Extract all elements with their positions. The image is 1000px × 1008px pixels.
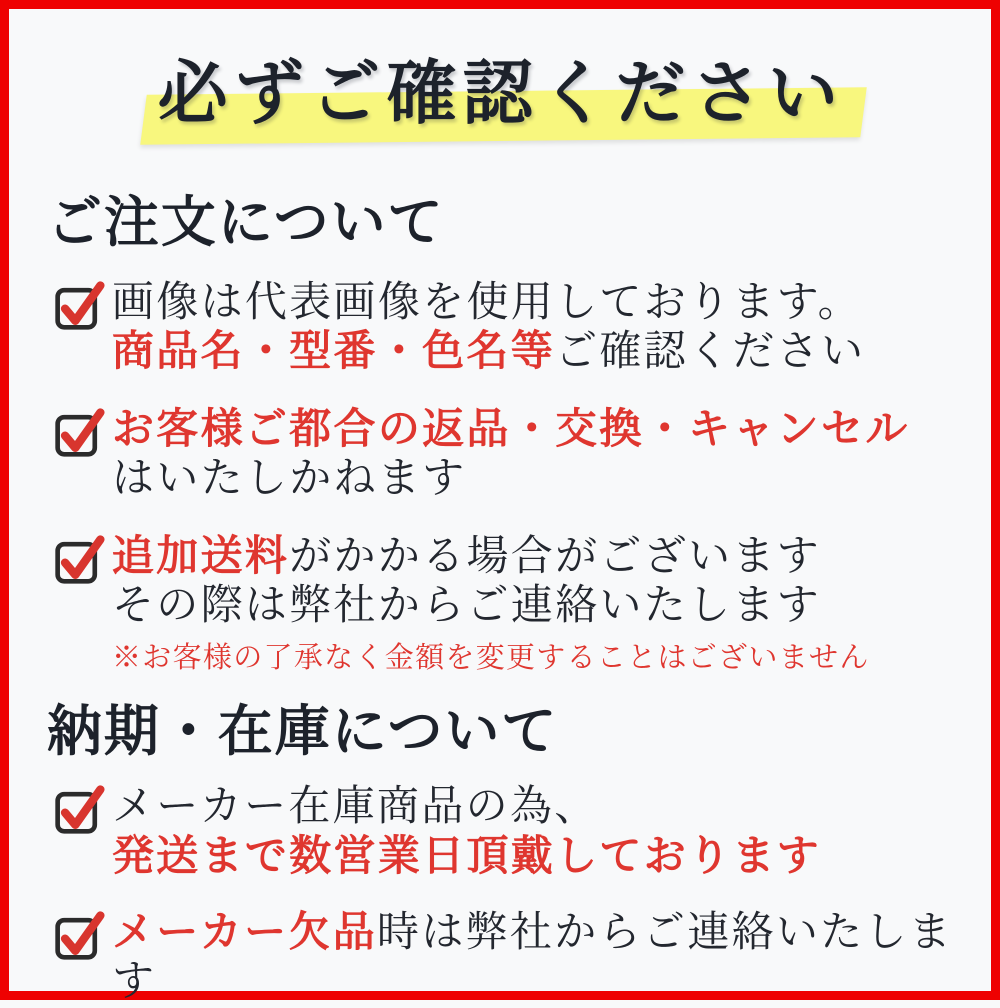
list-item-extra-shipping bbox=[53, 533, 961, 676]
list-item-maker-stock bbox=[53, 783, 961, 882]
section-heading-stock: 納期・在庫について bbox=[47, 701, 559, 763]
item-text bbox=[112, 406, 910, 505]
item-line-text: その際は弊社からご連絡いたします bbox=[112, 583, 821, 630]
section-heading-order: ご注文について bbox=[47, 192, 445, 254]
item-line bbox=[112, 582, 870, 632]
list-item-no-returns bbox=[53, 406, 961, 505]
item-line-text: 画像は代表画像を使用しております。 bbox=[112, 279, 862, 326]
item-line bbox=[112, 783, 821, 833]
item-text bbox=[112, 279, 865, 378]
item-line-text-red: お客様ご都合の返品・交換・キャンセル bbox=[112, 406, 910, 453]
item-text bbox=[112, 909, 961, 1008]
item-line-text-red: 発送まで数営業日頂戴しております bbox=[112, 833, 821, 880]
item-line-text: がかかる場合がございます bbox=[289, 533, 821, 580]
checked-box-icon bbox=[53, 533, 105, 585]
checked-box-icon bbox=[53, 909, 105, 961]
item-note: ※お客様の了承なく金額を変更することはございません bbox=[112, 641, 870, 674]
item-line bbox=[112, 533, 870, 583]
list-item-maker-shortage bbox=[53, 909, 961, 1008]
item-line bbox=[112, 328, 865, 378]
item-line-text: 時は弊社からご連絡いたします bbox=[112, 909, 954, 1006]
item-line-text-red: 追加送料 bbox=[112, 533, 290, 580]
title-row bbox=[41, 49, 961, 141]
item-text bbox=[112, 533, 870, 676]
list-item-representative-image bbox=[53, 279, 961, 378]
notice-content bbox=[9, 9, 991, 1008]
item-line-text-red: 商品名・型番・色名等 bbox=[112, 329, 556, 376]
item-line bbox=[112, 455, 910, 505]
checked-box-icon bbox=[53, 783, 105, 835]
page-title bbox=[158, 49, 845, 141]
checked-box-icon bbox=[53, 279, 105, 331]
item-line-text-red: メーカー欠品 bbox=[112, 909, 378, 956]
item-line-text: メーカー在庫商品の為、 bbox=[112, 784, 599, 831]
item-line bbox=[112, 406, 910, 456]
page-title-text: 必ずご確認ください bbox=[157, 56, 845, 133]
item-text bbox=[112, 783, 821, 882]
item-line bbox=[112, 279, 865, 329]
item-line bbox=[112, 833, 821, 883]
checked-box-icon bbox=[53, 406, 105, 458]
item-line-text: はいたしかねます bbox=[112, 456, 467, 503]
item-line bbox=[112, 909, 961, 1008]
item-line-text: ご確認ください bbox=[555, 329, 866, 376]
